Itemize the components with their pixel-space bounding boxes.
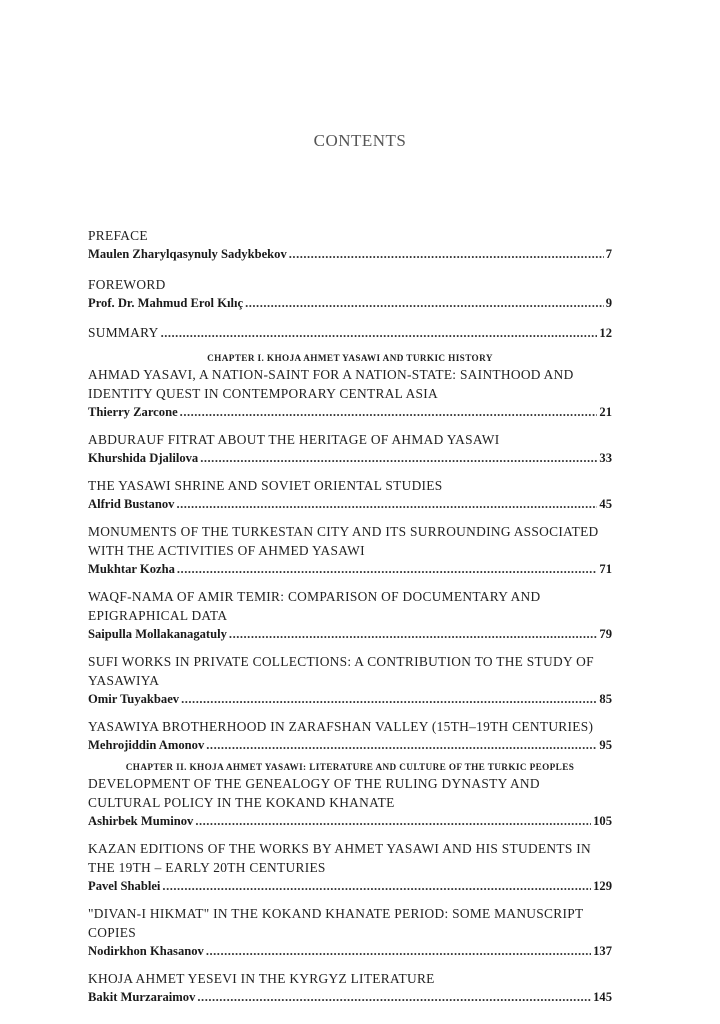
toc-entry: [88, 430, 612, 468]
dot-leader: [206, 942, 591, 961]
entry-page-number: 79: [599, 627, 612, 641]
entry-title: WAQF-NAMA OF AMIR TEMIR: COMPARISON OF DOCUMENTARY AND EPIGRAPHICAL DATA: [88, 589, 541, 623]
toc-entry: [88, 839, 612, 896]
entry-author-row: [88, 942, 612, 961]
dot-leader: [162, 877, 591, 896]
chapter-heading-2: CHAPTER II. KHOJA AHMET YASAWI: LITERATURE AND CULTURE OF THE TURKIC PEOPLES: [125, 762, 575, 772]
entry-page-number: 71: [599, 562, 612, 576]
toc-entry: [88, 522, 612, 579]
entry-author-row: [88, 625, 612, 644]
entry-author-row: [88, 495, 612, 514]
entry-author: Ashirbek Muminov: [88, 814, 194, 828]
entry-author-row: [88, 812, 612, 831]
entry-author: Bakit Murzaraimov: [88, 990, 196, 1004]
entry-author: Mehrojiddin Amonov: [88, 738, 205, 752]
entry-page-number: 145: [593, 990, 612, 1004]
entry-author: Mukhtar Kozha: [88, 562, 175, 576]
dot-leader: [245, 294, 604, 313]
toc-entry: [88, 969, 612, 1007]
entry-title: SUFI WORKS IN PRIVATE COLLECTIONS: A CONTRIBUTION TO THE STUDY OF YASAWIYA: [88, 654, 594, 688]
dot-leader: [195, 812, 591, 831]
entry-author: Omir Tuyakbaev: [88, 692, 180, 706]
entry-author: Alfrid Bustanov: [88, 497, 175, 511]
toc-entry-summary: [88, 323, 612, 343]
entry-page-number: 7: [605, 247, 612, 261]
toc-entry: [88, 365, 612, 422]
table-of-contents: [88, 226, 612, 1007]
entry-author-row: [88, 988, 612, 1007]
toc-entry: [88, 717, 612, 755]
toc-entry: [88, 587, 612, 644]
entry-summary-row: [88, 323, 612, 343]
toc-entry: [88, 476, 612, 514]
toc-entry-foreword: [88, 275, 612, 313]
entry-author-row: [88, 449, 612, 468]
dot-leader: [289, 245, 604, 264]
dot-leader: [181, 690, 597, 709]
entry-page-number: 137: [593, 944, 612, 958]
entry-page-number: 105: [593, 814, 612, 828]
entry-author: Nodirkhon Khasanov: [88, 944, 204, 958]
entry-page-number: 95: [599, 738, 612, 752]
entry-author: Saipulla Mollakanagatuly: [88, 627, 227, 641]
toc-entry-preface: [88, 226, 612, 264]
entry-author: Prof. Dr. Mahmud Erol Kılıç: [88, 296, 244, 310]
toc-entry: [88, 774, 612, 831]
chapter-heading-1: CHAPTER I. KHOJA AHMET YASAWI AND TURKIC HISTORY: [207, 353, 493, 363]
dot-leader: [177, 560, 598, 579]
chapter-1-entries: [88, 365, 612, 755]
entry-author-row: [88, 690, 612, 709]
entry-author-row: [88, 403, 612, 422]
entry-title: ABDURAUF FITRAT ABOUT THE HERITAGE OF AHMAD YASAWI: [88, 432, 500, 447]
entry-title: AHMAD YASAVI, A NATION-SAINT FOR A NATION-STATE: SAINTHOOD AND IDENTITY QUEST IN CONTEMPORARY CENTRAL ASIA: [88, 367, 574, 401]
entry-page-number: 85: [599, 692, 612, 706]
entry-author-row: [88, 245, 612, 264]
entry-page-number: 129: [593, 879, 612, 893]
entry-author: Khurshida Djalilova: [88, 451, 199, 465]
entry-page-number: 33: [599, 451, 612, 465]
dot-leader: [180, 403, 598, 422]
dot-leader: [197, 988, 591, 1007]
entry-author: Thierry Zarcone: [88, 405, 178, 419]
chapter-2-entries: [88, 774, 612, 1007]
entry-author-row: [88, 877, 612, 896]
entry-page-number: 12: [599, 326, 612, 340]
entry-title: THE YASAWI SHRINE AND SOVIET ORIENTAL STUDIES: [88, 478, 443, 493]
dot-leader: [200, 449, 597, 468]
entry-title: SUMMARY: [88, 325, 159, 340]
entry-author: Maulen Zharylqasynuly Sadykbekov: [88, 247, 287, 261]
entry-title: "DIVAN-I HIKMAT" IN THE KOKAND KHANATE PERIOD: SOME MANUSCRIPT COPIES: [88, 906, 584, 940]
entry-title: PREFACE: [88, 228, 148, 243]
entry-title: FOREWORD: [88, 277, 166, 292]
dot-leader: [229, 625, 597, 644]
dot-leader: [206, 736, 597, 755]
entry-page-number: 45: [599, 497, 612, 511]
entry-author: Pavel Shablei: [88, 879, 161, 893]
entry-title: KHOJA AHMET YESEVI IN THE KYRGYZ LITERATURE: [88, 971, 435, 986]
entry-title: YASAWIYA BROTHERHOOD IN ZARAFSHAN VALLEY (15TH–19TH CENTURIES): [88, 719, 594, 734]
dot-leader: [161, 324, 598, 343]
entry-title: MONUMENTS OF THE TURKESTAN CITY AND ITS SURROUNDING ASSOCIATED WITH THE ACTIVITIES OF AHMED YASAWI: [88, 524, 599, 558]
dot-leader: [176, 495, 597, 514]
entry-author-row: [88, 736, 612, 755]
entry-title: KAZAN EDITIONS OF THE WORKS BY AHMET YASAWI AND HIS STUDENTS IN THE 19TH – EARLY 20TH CENTURIES: [88, 841, 591, 875]
toc-entry: [88, 904, 612, 961]
entry-page-number: 9: [605, 296, 612, 310]
toc-entry: [88, 652, 612, 709]
entry-page-number: 21: [599, 405, 612, 419]
entry-title: DEVELOPMENT OF THE GENEALOGY OF THE RULING DYNASTY AND CULTURAL POLICY IN THE KOKAND KHANATE: [88, 776, 540, 810]
entry-author-row: [88, 294, 612, 313]
page-title: CONTENTS: [313, 131, 407, 150]
entry-author-row: [88, 560, 612, 579]
